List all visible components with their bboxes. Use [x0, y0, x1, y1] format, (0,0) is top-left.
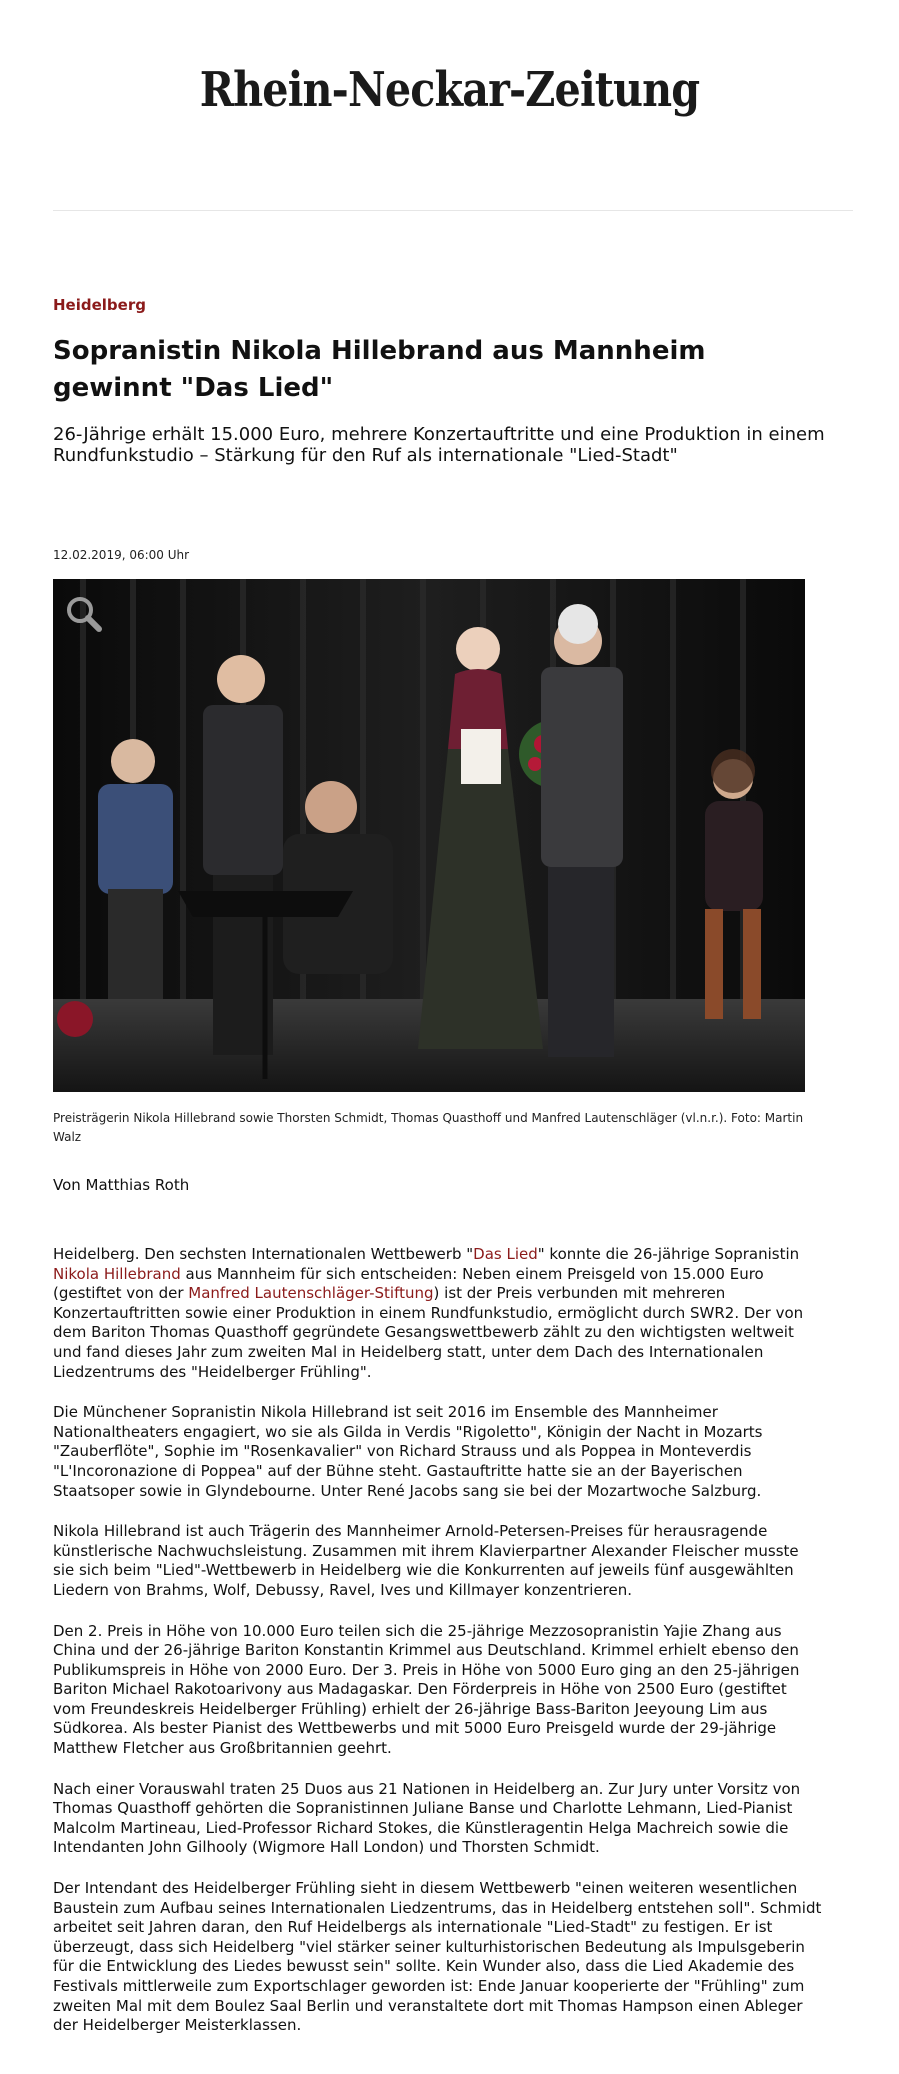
paragraph-2: Die Münchener Sopranistin Nikola Hillebrand ist seit 2016 im Ensemble des Mannheimer Nationaltheaters engagiert, wo sie als Gilda in Verdis "Rigoletto", Königin der Nacht in Mozarts "Zauberflöte", Sophie im "Rosenkavalier" von Richard Strauss und als Poppea in Monteverdis "L'Incoronazione di Poppea" auf der Bühne steht. Gastauftritte hatte sie an der Bayerischen Staatsoper sowie in Glyndebourne. Unter René Jacobs sang sie bei der Mozartwoche Salzburg. [53, 1403, 763, 1500]
link-das-lied[interactable]: Das Lied [473, 1245, 538, 1263]
article-date: 12.02.2019, 06:00 Uhr [53, 548, 190, 562]
header-divider [53, 210, 853, 211]
paragraph-4: Den 2. Preis in Höhe von 10.000 Euro teilen sich die 25-jährige Mezzosopranistin Yajie Zhang aus China und der 26-jährige Bariton Konstantin Krimmel aus Deutschland. Krimmel erhielt ebenso den Publikumspreis in Höhe von 2000 Euro. Der 3. Preis in Höhe von 5000 Euro ging an den 25-jährigen Bariton Michael Rakotoarivony aus Madagaskar. Den Förderpreis in Höhe von 2500 Euro (gestiftet vom Freundeskreis Heidelberger Frühling) erhielt der 26-jährige Bass-Bariton Jeeyoung Lim aus Südkorea. Als bester Pianist des Wettbewerbs und mit 5000 Euro Preisgeld wurde der 29-jährige Matthew Fletcher aus Großbritannien geehrt. [53, 1621, 800, 1758]
article-body [53, 1245, 823, 2057]
article-kicker[interactable]: Heidelberg [53, 296, 146, 314]
p1-text-d: ) ist der Preis verbunden mit mehreren Konzertauftritten sowie einer Produktion in einem Rundfunkstudio, ermöglicht durch SWR2. Der von dem Bariton Thomas Quasthoff gegründete Gesangswettbewerb zählt zu den wichtigsten weltweit und fand dieses Jahr zum zweiten Mal in Heidelberg statt, unter dem Dach des Internationalen Liedzentrums des "Heidelberger Frühling". [53, 1284, 804, 1381]
article-title: Sopranistin Nikola Hillebrand aus Mannheim gewinnt "Das Lied" [53, 336, 706, 403]
p1-text-a: Heidelberg. Den sechsten Internationalen Wettbewerb " [53, 1245, 474, 1263]
link-lautenschlaeger-stiftung[interactable]: Manfred Lautenschläger-Stiftung [188, 1284, 434, 1303]
photo-caption: Preisträgerin Nikola Hillebrand sowie Thorsten Schmidt, Thomas Quasthoff und Manfred Lautenschläger (vl.n.r.). Foto: Martin Walz [53, 1111, 804, 1144]
article-author: Von Matthias Roth [53, 1176, 190, 1194]
p1-text-c: aus Mannheim für sich entscheiden: Neben einem Preisgeld von 15.000 Euro (gestiftet von der [53, 1264, 764, 1303]
p1-text-b: " konnte die 26-jährige Sopranistin [537, 1245, 800, 1263]
link-nikola-hillebrand[interactable]: Nikola Hillebrand [53, 1264, 181, 1283]
article-photo[interactable] [53, 579, 805, 1092]
site-logo[interactable]: Rhein-Neckar-Zeitung [199, 62, 700, 118]
paragraph-3: Nikola Hillebrand ist auch Trägerin des Mannheimer Arnold-Petersen-Preises für herausragende künstlerische Nachwuchsleistung. Zusammen mit ihrem Klavierpartner Alexander Fleischer musste sie sich beim "Lied"-Wettbewerb in Heidelberg wie die Konkurrenten auf jeweils fünf ausgewählten Liedern von Brahms, Wolf, Debussy, Ravel, Ives und Killmayer konzentrieren. [53, 1522, 799, 1599]
paragraph-1 [53, 1245, 823, 1382]
article-subtitle: 26-Jährige erhält 15.000 Euro, mehrere Konzertauftritte und eine Produktion in einem Rundfunkstudio – Stärkung für den Ruf als internationale "Lied-Stadt" [53, 424, 825, 466]
paragraph-5: Nach einer Vorauswahl traten 25 Duos aus 21 Nationen in Heidelberg an. Zur Jury unter Vorsitz von Thomas Quasthoff gehörten die Sopranistinnen Juliane Banse und Charlotte Lehmann, Lied-Pianist Malcolm Martineau, Lied-Professor Richard Stokes, die Künstleragentin Helga Machreich sowie die Intendanten John Gilhooly (Wigmore Hall London) und Thorsten Schmidt. [53, 1779, 801, 1857]
stage-photo-illustration [53, 579, 805, 1092]
magnifier-icon[interactable] [63, 593, 103, 633]
paragraph-6: Der Intendant des Heidelberger Frühling sieht in diesem Wettbewerb "einen weiteren wesentlichen Baustein zum Aufbau seines Internationalen Liedzentrums, das in Heidelberg entstehen soll". Schmidt arbeitet seit Jahren daran, den Ruf Heidelbergs als internationale "Lied-Stadt" zu festigen. Er ist überzeugt, dass sich Heidelberg "viel stärker seiner kulturhistorischen Bedeutung als Impulsgeberin für die Entwicklung des Liedes bewusst sein" sollte. Kein Wunder also, dass die Lied Akademie des Festivals mittlerweile zum Exportschlager geworden ist: Ende Januar kooperierte der "Frühling" zum zweiten Mal mit dem Boulez Saal Berlin und veranstaltete dort mit Thomas Hampson einen Ableger der Heidelberger Meisterklassen. [53, 1879, 822, 2035]
